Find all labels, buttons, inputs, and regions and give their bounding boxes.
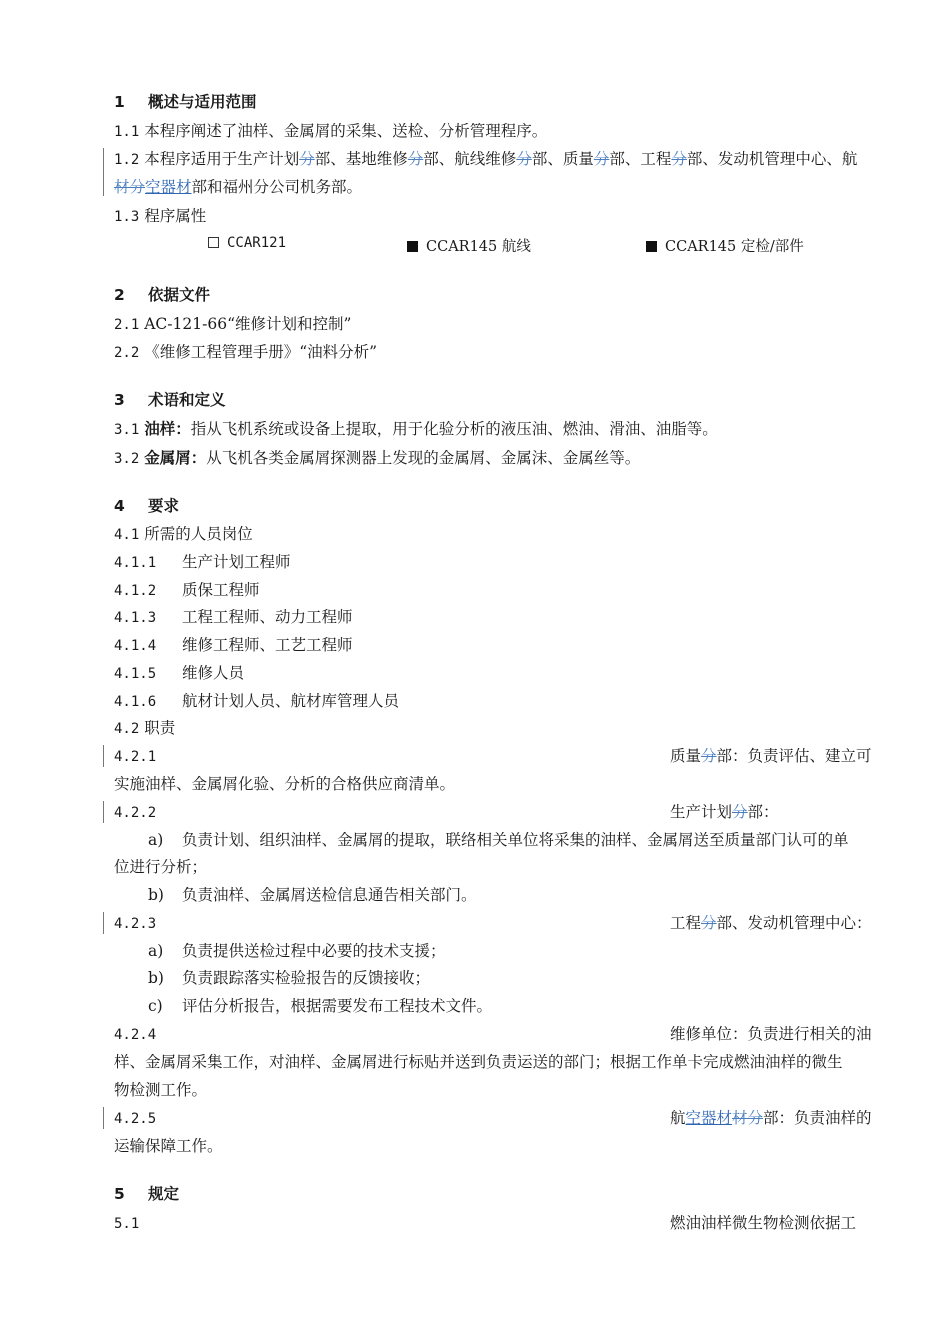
duty-item: b) 负责跟踪落实检验报告的反馈接收； (148, 969, 431, 987)
para-1-1: 1.1 本程序阐述了油样、金属屑的采集、送检、分析管理程序。 (114, 122, 548, 140)
para-4-2: 4.2 职责 (114, 719, 176, 737)
duty-4-2-4-cont: 物检测工作。 (114, 1081, 208, 1099)
duty-4-2-1-cont: 实施油样、金属屑化验、分析的合格供应商清单。 (114, 775, 456, 793)
section-heading-4: 4 要求 (114, 497, 180, 515)
para-3-2: 3.2 金属屑：从飞机各类金属屑探测器上发现的金属屑、金属沫、金属丝等。 (114, 449, 641, 467)
revision-bar (103, 912, 104, 934)
role-item: 4.1.3 工程工程师、动力工程师 (114, 608, 353, 626)
section-heading-5: 5 规定 (114, 1185, 180, 1203)
role-item: 4.1.6 航材计划人员、航材库管理人员 (114, 692, 400, 710)
para-1-3: 1.3 程序属性 (114, 207, 207, 225)
filled-checkbox-icon (646, 241, 657, 252)
duty-4-2-3: 4.2.3 工程分部、发动机管理中心： (114, 914, 872, 932)
revision-bar (103, 745, 104, 767)
para-1-2-cont: 材分空器材部和福州分公司机务部。 (114, 178, 363, 196)
role-item: 4.1.5 维修人员 (114, 664, 245, 682)
para-5-1: 5.1 燃油油样微生物检测依据工 (114, 1214, 857, 1232)
para-1-2: 1.2 本程序适用于生产计划分部、基地维修分部、航线维修分部、质量分部、工程分部、发动机管理中心、航 (114, 150, 858, 168)
role-item: 4.1.2 质保工程师 (114, 581, 260, 599)
para-2-2: 2.2 《维修工程管理手册》“油料分析” (114, 343, 378, 361)
property-ccar145-check: CCAR145 定检/部件 (646, 235, 804, 256)
revision-bar (103, 148, 104, 196)
section-heading-1: 1 概述与适用范围 (114, 93, 257, 111)
empty-checkbox-icon (208, 237, 219, 248)
duty-4-2-5: 4.2.5 航空器材材分部：负责油样的 (114, 1109, 872, 1127)
role-item: 4.1.1 生产计划工程师 (114, 553, 291, 571)
duty-4-2-2: 4.2.2 生产计划分部： (114, 803, 779, 821)
revision-bar (103, 801, 104, 823)
para-3-1: 3.1 油样：指从飞机系统或设备上提取，用于化验分析的液压油、燃油、滑油、油脂等。 (114, 420, 718, 438)
para-2-1: 2.1 AC-121-66“维修计划和控制” (114, 315, 352, 333)
duty-4-2-4-cont: 样、金属屑采集工作，对油样、金属屑进行标贴并送到负责运送的部门；根据工作单卡完成燃油油样的微生 (114, 1053, 843, 1071)
duty-item: b) 负责油样、金属屑送检信息通告相关部门。 (148, 886, 477, 904)
filled-checkbox-icon (407, 241, 418, 252)
duty-4-2-1: 4.2.1 质量分部：负责评估、建立可 (114, 747, 872, 765)
section-heading-3: 3 术语和定义 (114, 391, 226, 409)
duty-item: a) 负责计划、组织油样、金属屑的提取，联络相关单位将采集的油样、金属屑送至质量部门认可的单 (148, 831, 849, 849)
duty-item: a) 负责提供送检过程中必要的技术支援； (148, 942, 446, 960)
role-item: 4.1.4 维修工程师、工艺工程师 (114, 636, 353, 654)
property-ccar145-line: CCAR145 航线 (407, 235, 531, 256)
property-ccar121: CCAR121 (208, 235, 286, 251)
revision-bar (103, 1107, 104, 1129)
duty-4-2-4: 4.2.4 维修单位：负责进行相关的油 (114, 1025, 872, 1043)
duty-4-2-5-cont: 运输保障工作。 (114, 1137, 223, 1155)
para-4-1: 4.1 所需的人员岗位 (114, 525, 253, 543)
duty-item-cont: 位进行分析； (114, 858, 208, 876)
duty-item: c) 评估分析报告，根据需要发布工程技术文件。 (148, 997, 493, 1015)
section-heading-2: 2 依据文件 (114, 286, 211, 304)
